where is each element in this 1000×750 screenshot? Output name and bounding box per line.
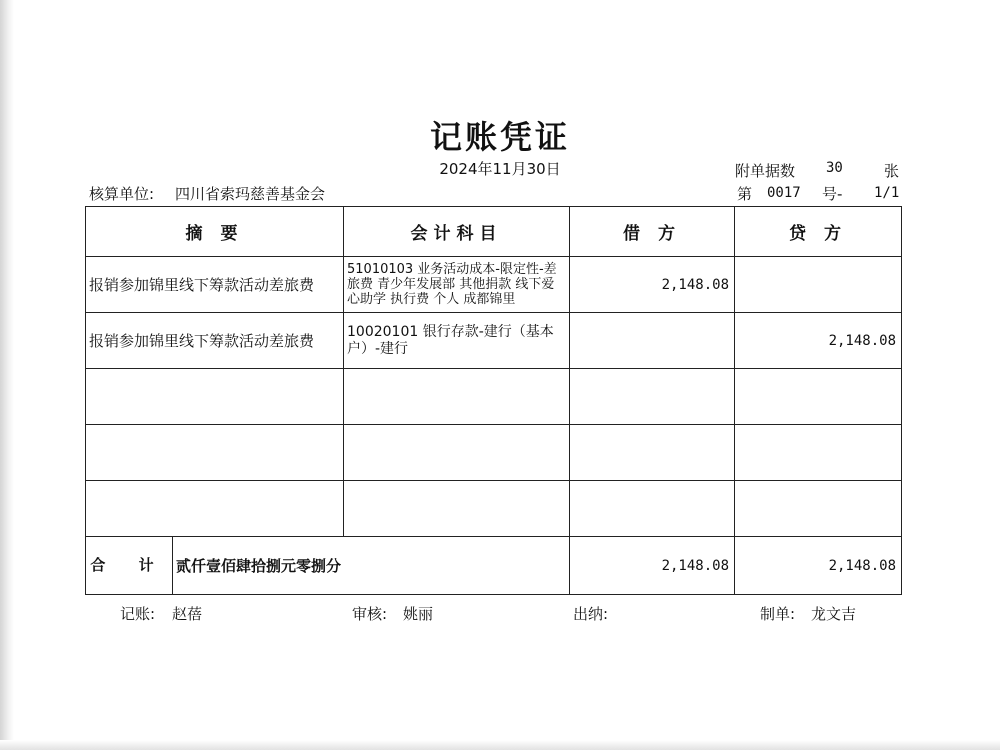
empty-cell xyxy=(570,369,735,425)
preparer-label: 制单: xyxy=(760,605,796,623)
attachments-unit: 张 xyxy=(884,162,900,180)
header-credit: 贷 方 xyxy=(735,207,902,257)
scan-bottom-shadow xyxy=(0,740,1000,750)
unit-label: 核算单位: xyxy=(89,185,155,203)
row-credit xyxy=(735,257,902,313)
empty-cell xyxy=(735,481,902,537)
empty-cell xyxy=(344,481,570,537)
total-label: 合 计 xyxy=(86,537,173,594)
header-subject: 会计科目 xyxy=(344,207,570,257)
table-row xyxy=(86,257,902,313)
header-debit: 借 方 xyxy=(570,207,735,257)
attachments-label: 附单据数 xyxy=(735,162,796,180)
total-amount-in-words: 贰仟壹佰肆拾捌元零捌分 xyxy=(176,557,342,575)
voucher-table xyxy=(85,206,902,595)
total-merged-cell xyxy=(86,537,570,595)
row-debit xyxy=(570,313,735,369)
empty-row xyxy=(86,425,902,481)
empty-cell xyxy=(86,481,344,537)
unit-name: 四川省索玛慈善基金会 xyxy=(175,185,326,203)
empty-cell xyxy=(86,425,344,481)
empty-cell xyxy=(735,425,902,481)
table-header-row xyxy=(86,207,902,257)
voucher-number: 0017 xyxy=(767,185,801,201)
empty-cell xyxy=(570,425,735,481)
table-row xyxy=(86,313,902,369)
total-credit: 2,148.08 xyxy=(735,537,902,595)
cashier-label: 出纳: xyxy=(573,605,609,623)
bookkeeper-label: 记账: xyxy=(120,605,156,623)
voucher-number-suffix: 号- xyxy=(822,185,843,203)
row-subject: 51010103 业务活动成本-限定性-差旅费 青少年发展部 其他捐款 线下爱心助学 执行费 个人 成都锦里 xyxy=(344,257,570,313)
total-row xyxy=(86,537,902,595)
empty-cell xyxy=(86,369,344,425)
header-summary: 摘 要 xyxy=(86,207,344,257)
bookkeeper-name: 赵蓓 xyxy=(172,605,203,623)
preparer-name: 龙文吉 xyxy=(811,605,857,623)
row-debit: 2,148.08 xyxy=(570,257,735,313)
empty-cell xyxy=(344,425,570,481)
row-subject: 10020101 银行存款-建行（基本户）-建行 xyxy=(344,313,570,369)
empty-row xyxy=(86,481,902,537)
attachments-count: 30 xyxy=(826,160,843,176)
reviewer-name: 姚丽 xyxy=(403,605,434,623)
empty-cell xyxy=(735,369,902,425)
voucher-number-prefix: 第 xyxy=(737,185,753,203)
reviewer-label: 审核: xyxy=(352,605,388,623)
voucher-date: 2024年11月30日 xyxy=(439,160,561,178)
total-debit: 2,148.08 xyxy=(570,537,735,595)
empty-row xyxy=(86,369,902,425)
row-credit: 2,148.08 xyxy=(735,313,902,369)
empty-cell xyxy=(570,481,735,537)
voucher-page: 1/1 xyxy=(874,185,900,201)
row-summary: 报销参加锦里线下筹款活动差旅费 xyxy=(86,257,344,313)
row-summary: 报销参加锦里线下筹款活动差旅费 xyxy=(86,313,344,369)
empty-cell xyxy=(344,369,570,425)
voucher-title: 记账凭证 xyxy=(429,118,570,156)
